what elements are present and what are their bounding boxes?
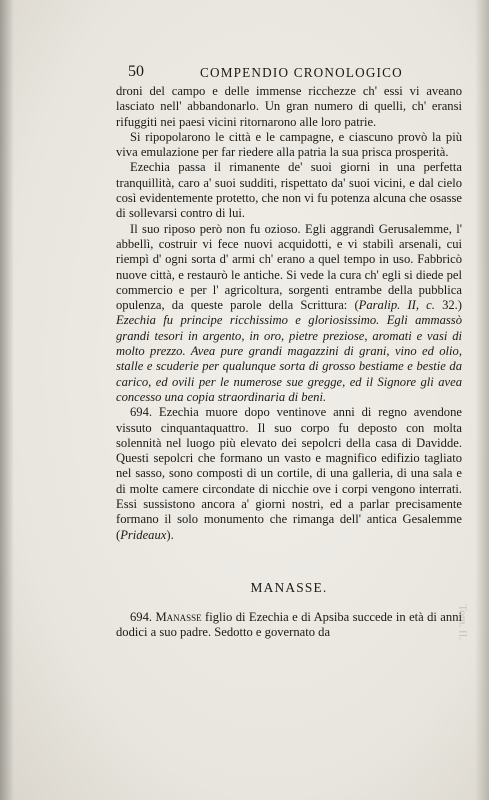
section-title: MANASSE. [250,580,328,595]
paragraph-5 [116,405,462,543]
paragraph-3: Ezechia passa il rimanente de' suoi giorni in una perfetta tranquillità, caro a' suoi sudditi, rispettato da' suoi vicini, e dal cielo così evidentemente protetto, che non vi fu potenza alcuna che osasse di sollevarsi contro di lui. [116,160,462,221]
citation-close: ). [166,527,174,542]
section-text [116,610,462,641]
spine-shadow [0,0,14,800]
body-text [116,84,462,543]
page-number: 50 [128,63,144,80]
paragraph-1: droni del campo e delle immense ricchezze ch' essi vi aveano lasciato nell' abbandonarlo. Un gran numero di quelli, ch' eransi rifuggiti nei paesi vicini ritornarono alle loro patrie. [116,84,462,129]
source-citation: Prideaux [120,527,167,542]
paragraph-5-text: 694. Ezechia muore dopo ventinove anni di regno avendone vissuto cinquantaquattro. Il suo corpo fu deposto con molta solennità nel luogo più elevato dei sepolcri della casa di Davidde. Questi sepolcri che formano un vasto e magnifico edifizio tagliato nel sasso, sono composti di un cortile, di una galleria, di una sala e di molte camere circondate di nicchie ove i corpi vengono interrati. Essi sussistono ancora a' giorni nostri, ed a parlar precisamente formano il solo monumento che rimanga dell' antica Gesalemme ( [116,405,462,542]
bleed-through-text: Tom. II. [457,604,469,640]
scripture-reference-number: 32.) [442,298,462,313]
section-name: Manasse [155,610,202,624]
section-number: 694. [130,610,153,624]
running-head: COMPENDIO CRONOLOGICO [200,65,403,80]
paragraph-4 [116,222,462,406]
page-header [120,63,460,83]
edge-shadow [475,0,489,800]
scripture-quote: Ezechia fu principe ricchissimo e gloriosissimo. Egli ammassò grandi tesori in argento, in oro, pietre preziose, aromati e vasi di molto prezzo. Avea pure grandi magazzini di grani, vino ed olio, stalle e scuderie per qualunque sorta di grosso bestiame e bestie da carico, ed ovili per le numerose sue gregge, ed il Signore gli avea concesso una copia straordinaria di beni. [116,313,462,404]
paragraph-2: Si ripopolarono le città e le campagne, e ciascuno provò la più viva emulazione per far riedere alla patria la sua prisca prosperità. [116,129,462,160]
section-body: figlio di Ezechia e di Apsiba succede in età di anni dodici a suo padre. Sedotto e governato da [116,610,462,640]
section-paragraph [116,610,462,641]
scripture-reference: Paralip. II, c. [358,298,435,313]
paragraph-4-text: Il suo riposo però non fu ozioso. Egli aggrandì Gerusalemme, l' abbellì, costruir vi fece nuovi acquidotti, e vi stabilì arsenali, cui riempì d' ogni sorta d' armi ch' erano a quel tempo in uso. Fabbricò nuove città, e restaurò le antiche. Si vede la cura ch' egli si diede pel commercio e per l' agricoltura, sorgenti entrambe della pubblica opulenza, da queste parole della Scrittura: ( [116,221,462,313]
